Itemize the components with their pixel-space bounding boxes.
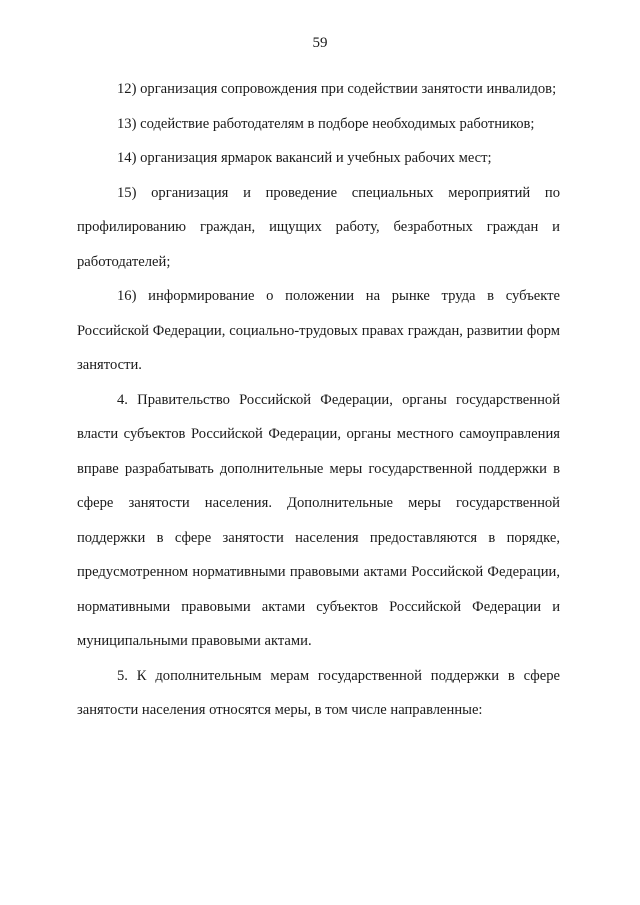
paragraph-section-5: 5. К дополнительным мерам государственной поддержки в сфере занятости населения относятся меры, в том числе направленные: [77, 667, 560, 718]
page-number: 59 [312, 35, 328, 51]
paragraph-item-12: 12) организация сопровождения при содействии занятости инвалидов; [117, 81, 557, 97]
paragraph-item-16: 16) информирование о положении на рынке труда в субъекте Российской Федерации, социально-трудовых правах граждан, развитии форм занятости. [77, 288, 560, 373]
paragraph-item-13: 13) содействие работодателям в подборе необходимых работников; [117, 115, 535, 132]
paragraph-item-15: 15) организация и проведение специальных мероприятий по профилированию граждан, ищущих работу, безработных граждан и работодателей; [77, 184, 560, 270]
paragraph-section-4: 4. Правительство Российской Федерации, органы государственной власти субъектов Российской Федерации, органы местного самоуправления вправе разрабатывать дополнительные меры государственной поддержки в сфере занятости населения. Дополнительные меры государственной поддержки в сфере занятости населения предоставляются в порядке, предусмотренном нормативными правовыми актами Российской Федерации, нормативными правовыми актами субъектов Российской Федерации и муниципальными правовыми актами. [77, 391, 560, 649]
document-body [77, 72, 560, 728]
paragraph-item-14: 14) организация ярмарок вакансий и учебных рабочих мест; [117, 150, 492, 166]
